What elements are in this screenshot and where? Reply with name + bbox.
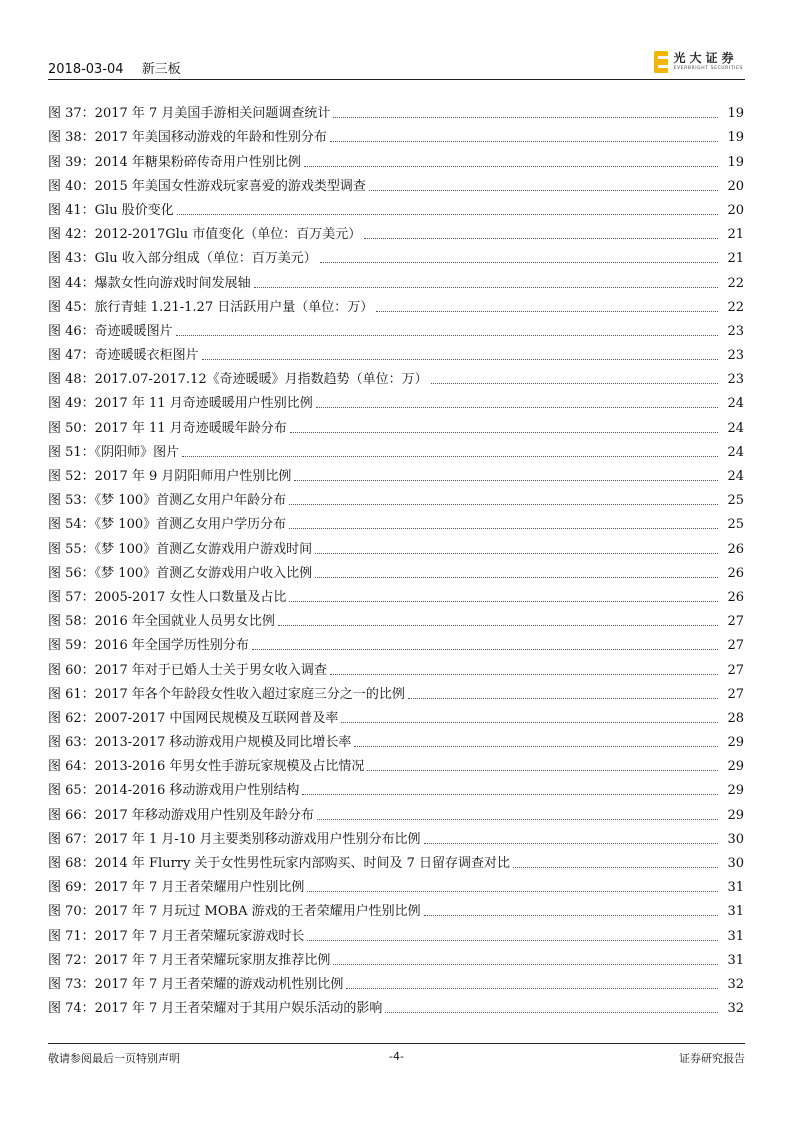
- dot-leader: [176, 335, 718, 336]
- dot-leader: [330, 141, 718, 142]
- toc-entry[interactable]: [48, 485, 744, 509]
- board-label: 新三板: [141, 62, 181, 77]
- toc-entry-title[interactable]: 图 69：2017 年 7 月王者荣耀用户性别比例: [48, 880, 305, 896]
- dot-leader: [182, 456, 718, 457]
- header-meta: [48, 58, 195, 77]
- toc-entry-title[interactable]: 图 38：2017 年美国移动游戏的年龄和性别分布: [48, 130, 327, 146]
- dot-leader: [424, 843, 719, 844]
- figure-list: [48, 98, 744, 1017]
- toc-entry-title[interactable]: 图 68：2014 年 Flurry 关于女性男性玩家内部购买、时间及 7 日留存调查对比: [48, 856, 511, 871]
- dot-leader: [177, 214, 718, 215]
- toc-entry-page[interactable]: 26: [727, 589, 744, 605]
- page-header: [48, 48, 745, 80]
- dot-leader: [364, 238, 718, 239]
- toc-entry-title[interactable]: 图 44：爆款女性向游戏时间发展轴: [48, 275, 251, 291]
- toc-entry-page[interactable]: 27: [727, 686, 744, 702]
- toc-entry-title[interactable]: 图 67：2017 年 1 月-10 月主要类别移动游戏用户性别分布比例: [48, 831, 421, 847]
- toc-entry[interactable]: [48, 993, 744, 1017]
- toc-entry-page[interactable]: 31: [727, 904, 744, 920]
- toc-entry[interactable]: [48, 195, 744, 219]
- toc-entry-title[interactable]: 图 72：2017 年 7 月王者荣耀玩家朋友推荐比例: [48, 952, 331, 968]
- dot-leader: [385, 1012, 718, 1013]
- toc-entry-page[interactable]: 28: [727, 710, 744, 726]
- toc-entry-title[interactable]: 图 59：2016 年全国学历性别分布: [48, 638, 249, 654]
- toc-entry-page[interactable]: 21: [727, 251, 744, 267]
- toc-entry-page[interactable]: 29: [727, 759, 744, 775]
- toc-entry-page[interactable]: 24: [727, 420, 744, 436]
- toc-entry-page[interactable]: 19: [727, 130, 744, 146]
- toc-entry[interactable]: [48, 630, 744, 654]
- header-divider: [48, 79, 745, 80]
- dot-leader: [289, 528, 718, 529]
- dot-leader: [289, 504, 718, 505]
- toc-entry[interactable]: [48, 703, 744, 727]
- toc-entry-page[interactable]: 32: [727, 976, 744, 992]
- company-logo: [654, 50, 743, 74]
- toc-entry-page[interactable]: 29: [727, 807, 744, 823]
- toc-entry-page[interactable]: 22: [727, 275, 744, 291]
- toc-entry[interactable]: [48, 267, 744, 291]
- toc-entry-page[interactable]: 25: [727, 493, 744, 509]
- page-footer: [48, 1050, 745, 1066]
- toc-entry-title[interactable]: 图 62：2007-2017 中国网民规模及互联网普及率: [48, 710, 339, 726]
- dot-leader: [315, 577, 718, 578]
- toc-entry-title[interactable]: 图 40：2015 年美国女性游戏玩家喜爱的游戏类型调查: [48, 178, 366, 194]
- toc-entry[interactable]: [48, 388, 744, 412]
- toc-entry-title[interactable]: 图 64：2013-2016 年男女性手游玩家规模及占比情况: [48, 759, 365, 775]
- toc-entry[interactable]: [48, 509, 744, 533]
- toc-entry-page[interactable]: 29: [727, 735, 744, 751]
- toc-entry[interactable]: [48, 461, 744, 485]
- toc-entry-page[interactable]: 31: [727, 880, 744, 896]
- toc-entry[interactable]: [48, 824, 744, 848]
- toc-entry[interactable]: [48, 775, 744, 799]
- dot-leader: [302, 794, 718, 795]
- toc-entry-title[interactable]: 图 45：旅行青蛙 1.21-1.27 日活跃用户量（单位：万）: [48, 299, 374, 315]
- toc-entry[interactable]: [48, 437, 744, 461]
- toc-entry-page[interactable]: 31: [727, 952, 744, 968]
- toc-entry-title[interactable]: 图 49：2017 年 11 月奇迹暖暖用户性别比例: [48, 396, 313, 412]
- toc-entry-page[interactable]: 23: [727, 323, 744, 339]
- toc-entry[interactable]: [48, 606, 744, 630]
- toc-entry-page[interactable]: 23: [727, 348, 744, 364]
- dot-leader: [294, 480, 718, 481]
- toc-entry[interactable]: [48, 654, 744, 678]
- toc-entry-title[interactable]: 图 50：2017 年 11 月奇迹暖暖年龄分布: [48, 420, 287, 436]
- toc-entry[interactable]: [48, 340, 744, 364]
- page-number: -4-: [389, 1050, 404, 1063]
- footer-divider: [48, 1043, 745, 1044]
- toc-entry-page[interactable]: 27: [727, 614, 744, 630]
- logo-english-name: EVERBRIGHT SECURITIES: [673, 66, 743, 72]
- toc-entry[interactable]: [48, 122, 744, 146]
- toc-entry[interactable]: [48, 969, 744, 993]
- toc-entry-title[interactable]: 图 56：《梦 100》首测乙女游戏用户收入比例: [48, 565, 313, 581]
- toc-entry-title[interactable]: 图 63：2013-2017 移动游戏用户规模及同比增长率: [48, 735, 352, 751]
- toc-entry-title[interactable]: 图 47：奇迹暖暖衣柜图片: [48, 348, 199, 364]
- toc-entry[interactable]: [48, 292, 744, 316]
- toc-entry[interactable]: [48, 920, 744, 944]
- toc-entry-title[interactable]: 图 55：《梦 100》首测乙女游戏用户游戏时间: [48, 541, 313, 557]
- dot-leader: [252, 649, 718, 650]
- toc-entry[interactable]: [48, 364, 744, 388]
- dot-leader: [341, 722, 718, 723]
- dot-leader: [369, 190, 718, 191]
- dot-leader: [333, 964, 718, 965]
- dot-leader: [354, 746, 718, 747]
- toc-entry[interactable]: [48, 896, 744, 920]
- dot-leader: [278, 625, 718, 626]
- toc-entry-page[interactable]: 24: [727, 396, 744, 412]
- toc-entry-page[interactable]: 19: [727, 106, 744, 122]
- toc-entry-title[interactable]: 图 60：2017 年对于已婚人士关于男女收入调查: [48, 662, 327, 678]
- dot-leader: [376, 311, 718, 312]
- toc-entry[interactable]: [48, 146, 744, 170]
- toc-entry[interactable]: [48, 582, 744, 606]
- report-date: 2018-03-04: [48, 62, 124, 77]
- toc-entry-page[interactable]: 32: [727, 1001, 744, 1017]
- toc-entry[interactable]: [48, 727, 744, 751]
- toc-entry-page[interactable]: 30: [727, 831, 744, 847]
- toc-entry-page[interactable]: 24: [727, 444, 744, 460]
- toc-entry-title[interactable]: 图 53：《梦 100》首测乙女用户年龄分布: [48, 493, 287, 509]
- dot-leader: [307, 891, 718, 892]
- dot-leader: [431, 383, 718, 384]
- toc-entry-page[interactable]: 25: [727, 517, 744, 533]
- toc-entry-title[interactable]: 图 57：2005-2017 女性人口数量及占比: [48, 589, 287, 605]
- dot-leader: [424, 915, 718, 916]
- toc-entry-page[interactable]: 26: [727, 541, 744, 557]
- logo-chinese-name: 光大证券: [673, 51, 738, 66]
- toc-entry[interactable]: [48, 751, 744, 775]
- toc-entry[interactable]: [48, 171, 744, 195]
- dot-leader: [254, 287, 718, 288]
- dot-leader: [320, 262, 718, 263]
- toc-entry[interactable]: [48, 98, 744, 122]
- report-type: 证券研究报告: [679, 1052, 745, 1065]
- toc-entry-title[interactable]: 图 58：2016 年全国就业人员男女比例: [48, 614, 275, 630]
- toc-entry-title[interactable]: 图 54：《梦 100》首测乙女用户学历分布: [48, 517, 287, 533]
- toc-entry-page[interactable]: 26: [727, 565, 744, 581]
- toc-entry-title[interactable]: 图 61：2017 年各个年龄段女性收入超过家庭三分之一的比例: [48, 686, 405, 702]
- logo-mark-icon: [654, 51, 668, 73]
- dot-leader: [330, 674, 718, 675]
- dot-leader: [346, 988, 718, 989]
- toc-entry-page[interactable]: 19: [727, 154, 744, 170]
- toc-entry[interactable]: [48, 872, 744, 896]
- toc-entry-title[interactable]: 图 74：2017 年 7 月王者荣耀对于其用户娱乐活动的影响: [48, 1001, 383, 1017]
- dot-leader: [513, 867, 718, 868]
- toc-entry-page[interactable]: 29: [727, 783, 744, 799]
- dot-leader: [202, 359, 718, 360]
- toc-entry[interactable]: [48, 243, 744, 267]
- toc-entry[interactable]: [48, 799, 744, 823]
- toc-entry-title[interactable]: 图 41：Glu 股价变化: [48, 202, 174, 218]
- dot-leader: [289, 601, 718, 602]
- toc-entry-title[interactable]: 图 37：2017 年 7 月美国手游相关问题调查统计: [48, 106, 331, 122]
- toc-entry-page[interactable]: 31: [727, 928, 744, 944]
- toc-entry-page[interactable]: 23: [727, 372, 744, 388]
- toc-entry[interactable]: [48, 945, 744, 969]
- toc-entry[interactable]: [48, 558, 744, 582]
- dot-leader: [290, 432, 718, 433]
- toc-entry-title[interactable]: 图 65：2014-2016 移动游戏用户性别结构: [48, 783, 300, 799]
- toc-entry-title[interactable]: 图 51：《阴阳师》图片: [48, 444, 180, 460]
- toc-entry-page[interactable]: 22: [727, 299, 744, 315]
- toc-entry[interactable]: [48, 533, 744, 557]
- dot-leader: [316, 407, 718, 408]
- toc-entry[interactable]: [48, 219, 744, 243]
- toc-entry-page[interactable]: 30: [727, 856, 744, 871]
- dot-leader: [304, 166, 718, 167]
- disclaimer-note: 敬请参阅最后一页特别声明: [48, 1052, 180, 1065]
- toc-entry-title[interactable]: 图 73：2017 年 7 月王者荣耀的游戏动机性别比例: [48, 976, 344, 992]
- toc-entry[interactable]: [48, 679, 744, 703]
- toc-entry-page[interactable]: 20: [727, 202, 744, 218]
- toc-entry-title[interactable]: 图 70：2017 年 7 月玩过 MOBA 游戏的王者荣耀用户性别比例: [48, 904, 421, 920]
- dot-leader: [317, 819, 718, 820]
- toc-entry[interactable]: [48, 316, 744, 340]
- dot-leader: [315, 553, 718, 554]
- toc-entry-page[interactable]: 27: [727, 662, 744, 678]
- toc-entry[interactable]: [48, 412, 744, 436]
- toc-entry[interactable]: [48, 848, 744, 872]
- toc-entry-title[interactable]: 图 46：奇迹暖暖图片: [48, 323, 173, 339]
- dot-leader: [408, 698, 718, 699]
- dot-leader: [307, 940, 718, 941]
- toc-entry-page[interactable]: 20: [727, 178, 744, 194]
- toc-entry-title[interactable]: 图 71：2017 年 7 月王者荣耀玩家游戏时长: [48, 928, 305, 944]
- toc-entry-title[interactable]: 图 66：2017 年移动游戏用户性别及年龄分布: [48, 807, 314, 823]
- toc-entry-title[interactable]: 图 42：2012-2017Glu 市值变化（单位：百万美元）: [48, 227, 362, 243]
- toc-entry-page[interactable]: 24: [727, 469, 744, 484]
- toc-entry-page[interactable]: 27: [727, 638, 744, 654]
- toc-entry-title[interactable]: 图 52：2017 年 9 月阴阳师用户性别比例: [48, 469, 292, 484]
- toc-entry-title[interactable]: 图 39：2014 年糖果粉碎传奇用户性别比例: [48, 154, 301, 170]
- dot-leader: [333, 117, 718, 118]
- toc-entry-title[interactable]: 图 48：2017.07-2017.12《奇迹暖暖》月指数趋势（单位：万）: [48, 372, 428, 388]
- toc-entry-title[interactable]: 图 43：Glu 收入部分组成（单位：百万美元）: [48, 251, 317, 267]
- toc-entry-page[interactable]: 21: [727, 227, 744, 243]
- dot-leader: [367, 770, 718, 771]
